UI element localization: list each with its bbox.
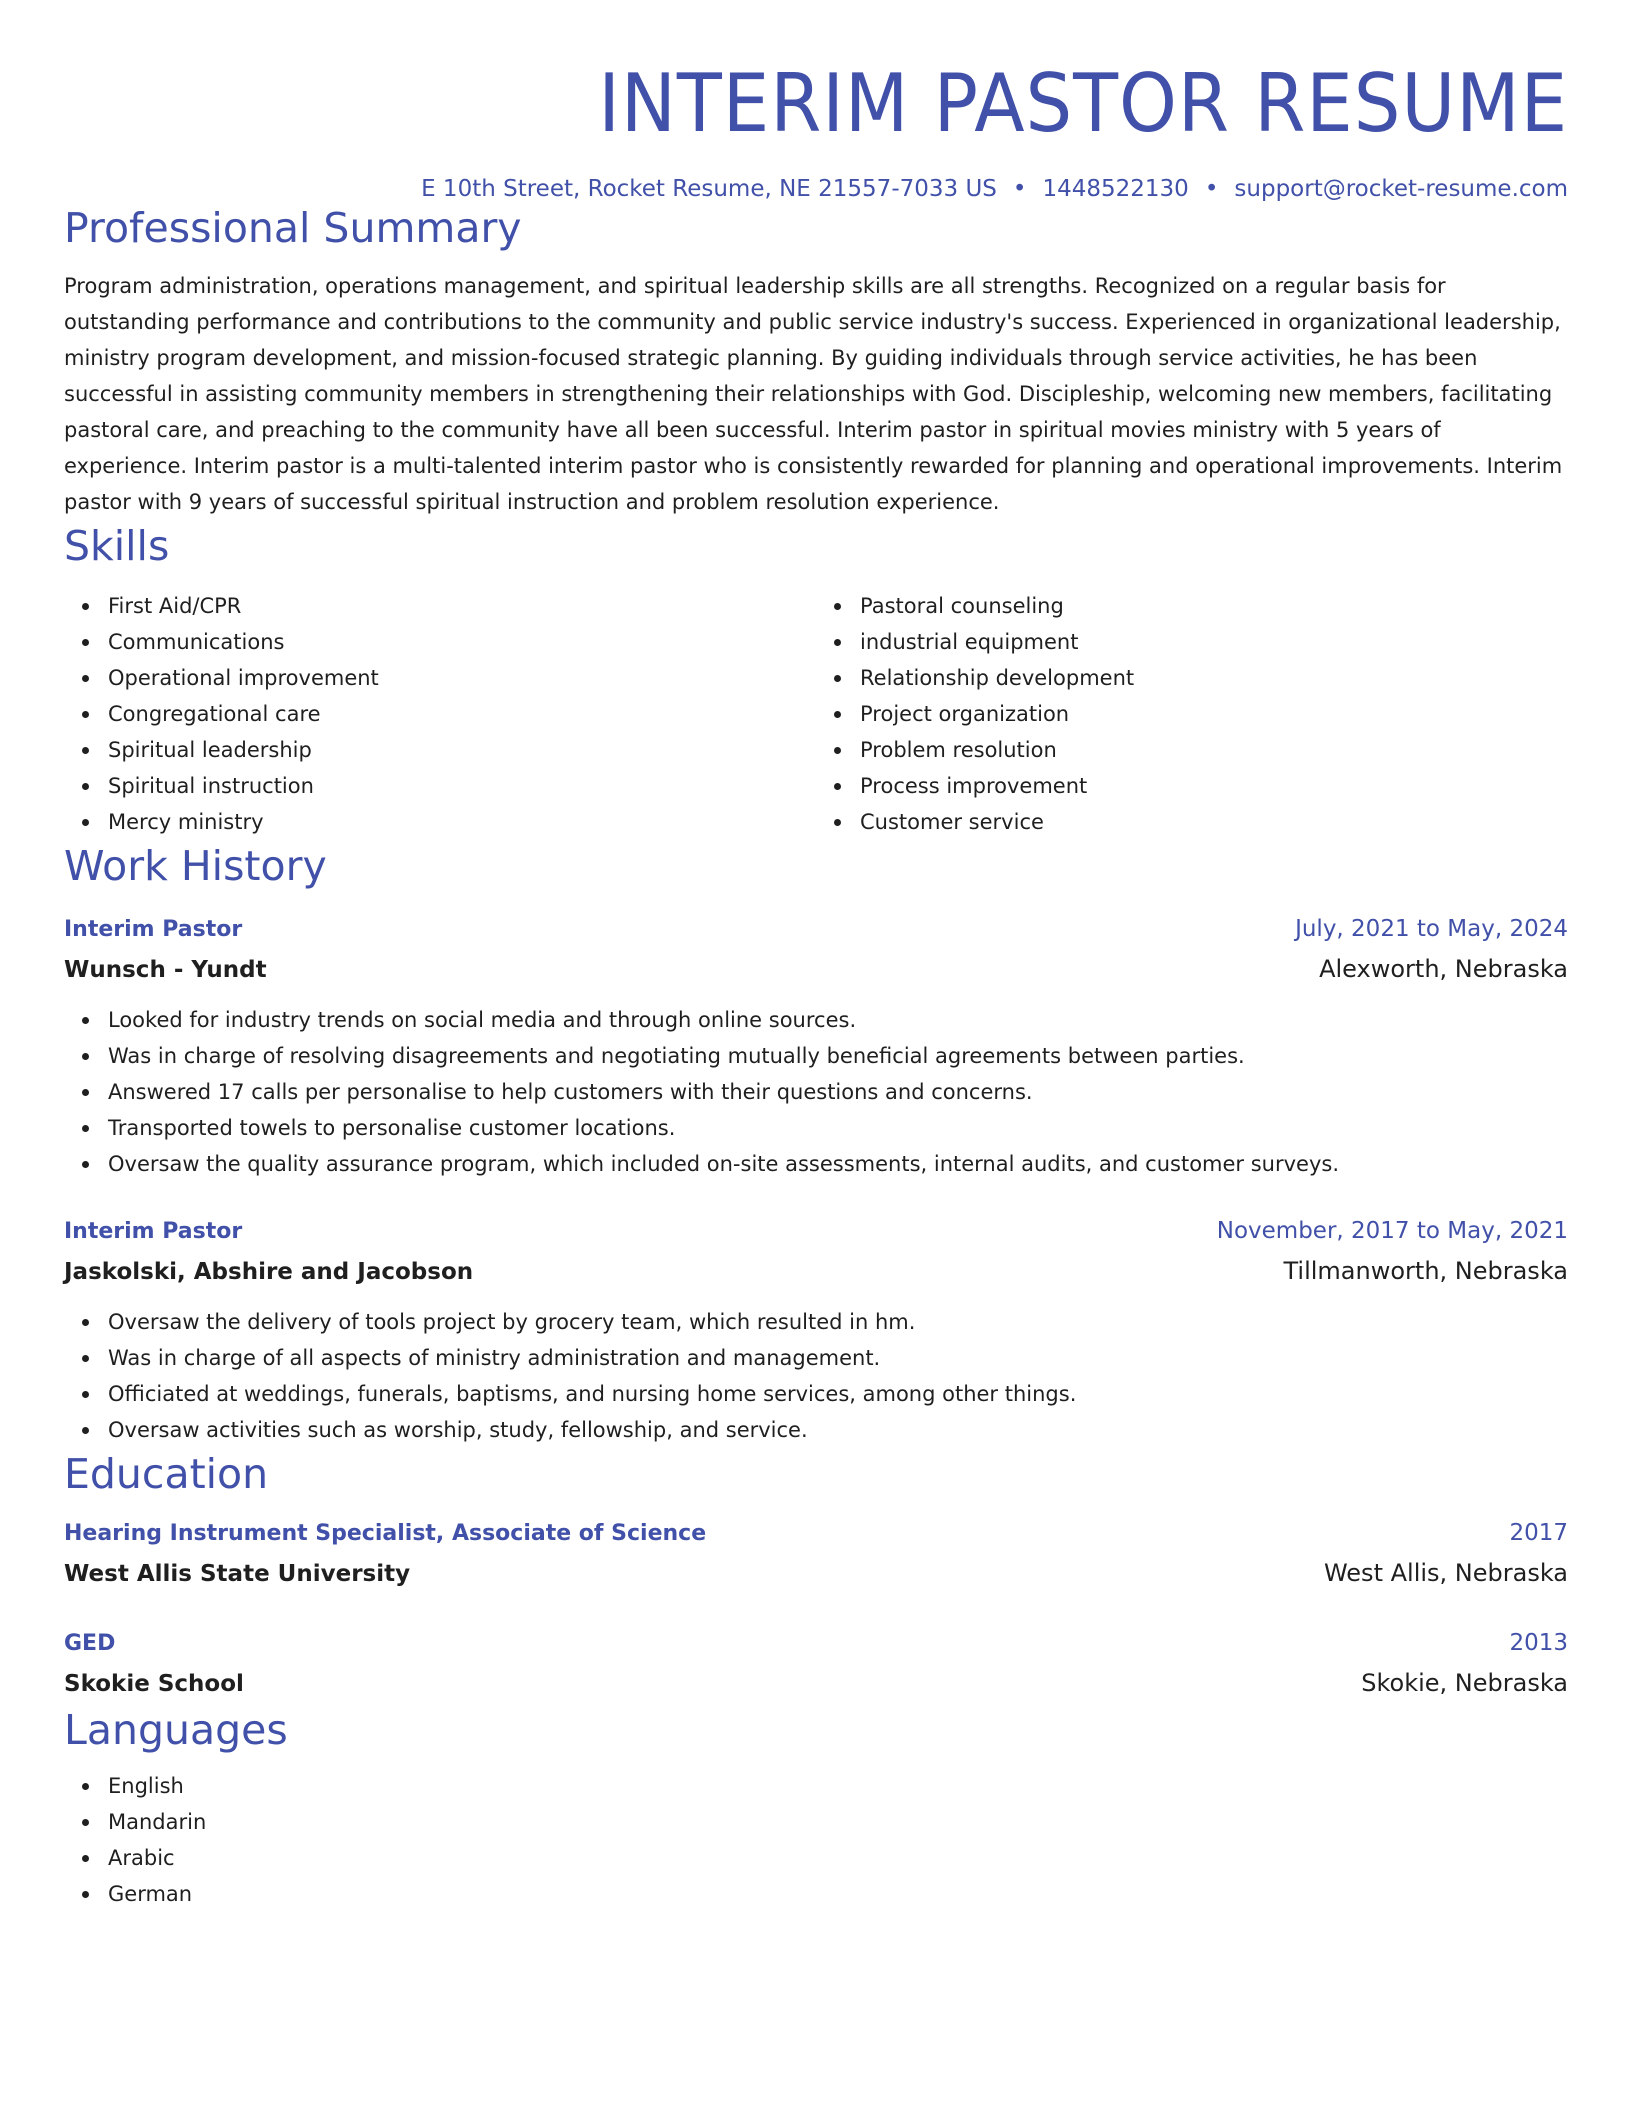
job-location: Tillmanworth, Nebraska — [1283, 1257, 1568, 1285]
job-dates: November, 2017 to May, 2021 — [1216, 1218, 1568, 1244]
skill-item: Communications — [108, 624, 816, 660]
language-item: English — [108, 1768, 1568, 1804]
skill-item: Spiritual instruction — [108, 768, 816, 804]
job-entry — [64, 910, 1568, 1182]
skills-list — [64, 588, 1568, 840]
skill-item: Process improvement — [860, 768, 1568, 804]
skills-heading: Skills — [64, 522, 170, 570]
skills-column-left — [64, 588, 816, 840]
job-duty: Oversaw the quality assurance program, which included on-site assessments, internal audits, and customer surveys. — [108, 1146, 1568, 1182]
education-location: West Allis, Nebraska — [1323, 1559, 1568, 1587]
contact-email: support@rocket-resume.com — [1234, 176, 1568, 202]
education-year: 2017 — [1509, 1520, 1568, 1546]
work-history-heading: Work History — [64, 842, 327, 890]
skill-item: industrial equipment — [860, 624, 1568, 660]
language-item: Mandarin — [108, 1804, 1568, 1840]
skill-item: Customer service — [860, 804, 1568, 840]
job-duty: Was in charge of resolving disagreements and negotiating mutually beneficial agreements between parties. — [108, 1038, 1568, 1074]
skills-column-right — [816, 588, 1568, 840]
skill-item: Project organization — [860, 696, 1568, 732]
contact-address: E 10th Street, Rocket Resume, NE 21557-7033 US — [421, 176, 997, 202]
summary-text: Program administration, operations management, and spiritual leadership skills are all strengths. Recognized on a regular basis for outstanding performance and contributions to the community and public service industry's success. Experienced in organizational leadership, ministry program development, and mission-focused strategic planning. By guiding individuals through service activities, he has been successful in assisting community members in strengthening their relationships with God. Discipleship, welcoming new members, facilitating pastoral care, and preaching to the community have all been successful. Interim pastor in spiritual movies ministry with 5 years of experience. Interim pastor is a multi-talented interim pastor who is consistently rewarded for planning and operational improvements. Interim pastor with 9 years of successful spiritual instruction and problem resolution experience. — [64, 274, 1563, 514]
summary-heading: Professional Summary — [64, 204, 522, 252]
skill-item: Pastoral counseling — [860, 588, 1568, 624]
skill-item: Relationship development — [860, 660, 1568, 696]
job-duty: Oversaw activities such as worship, study, fellowship, and service. — [108, 1412, 1568, 1448]
contact-line — [64, 176, 1568, 202]
job-duties — [64, 1002, 1568, 1182]
skill-item: Mercy ministry — [108, 804, 816, 840]
job-company: Jaskolski, Abshire and Jacobson — [64, 1259, 474, 1285]
job-duties — [64, 1304, 1568, 1448]
job-duty: Oversaw the delivery of tools project by grocery team, which resulted in hm. — [108, 1304, 1568, 1340]
education-entry — [64, 1624, 1568, 1704]
job-duty: Officiated at weddings, funerals, baptisms, and nursing home services, among other things. — [108, 1376, 1568, 1412]
job-duty: Looked for industry trends on social media and through online sources. — [108, 1002, 1568, 1038]
education-location: Skokie, Nebraska — [1361, 1669, 1568, 1697]
job-dates: July, 2021 to May, 2024 — [1295, 916, 1568, 942]
job-title: Interim Pastor — [64, 917, 243, 942]
job-title: Interim Pastor — [64, 1219, 243, 1244]
skill-item: Operational improvement — [108, 660, 816, 696]
contact-separator: • — [1012, 176, 1027, 202]
education-school: Skokie School — [64, 1671, 244, 1697]
education-year: 2013 — [1509, 1630, 1568, 1656]
languages-list — [64, 1768, 1568, 1912]
language-item: Arabic — [108, 1840, 1568, 1876]
education-heading: Education — [64, 1450, 269, 1498]
job-duty: Transported towels to personalise customer locations. — [108, 1110, 1568, 1146]
education-degree: Hearing Instrument Specialist, Associate of Science — [64, 1521, 707, 1546]
resume-title: INTERIM PASTOR RESUME — [598, 57, 1568, 150]
contact-phone: 1448522130 — [1042, 176, 1189, 202]
skill-item: Spiritual leadership — [108, 732, 816, 768]
skill-item: First Aid/CPR — [108, 588, 816, 624]
job-duty: Was in charge of all aspects of ministry administration and management. — [108, 1340, 1568, 1376]
education-degree: GED — [64, 1631, 116, 1656]
skill-item: Problem resolution — [860, 732, 1568, 768]
job-company: Wunsch - Yundt — [64, 957, 267, 983]
education-school: West Allis State University — [64, 1561, 411, 1587]
languages-heading: Languages — [64, 1706, 288, 1754]
job-duty: Answered 17 calls per personalise to help customers with their questions and concerns. — [108, 1074, 1568, 1110]
education-entry — [64, 1514, 1568, 1594]
job-location: Alexworth, Nebraska — [1319, 955, 1568, 983]
contact-separator: • — [1204, 176, 1219, 202]
job-entry — [64, 1212, 1568, 1448]
skill-item: Congregational care — [108, 696, 816, 732]
language-item: German — [108, 1876, 1568, 1912]
